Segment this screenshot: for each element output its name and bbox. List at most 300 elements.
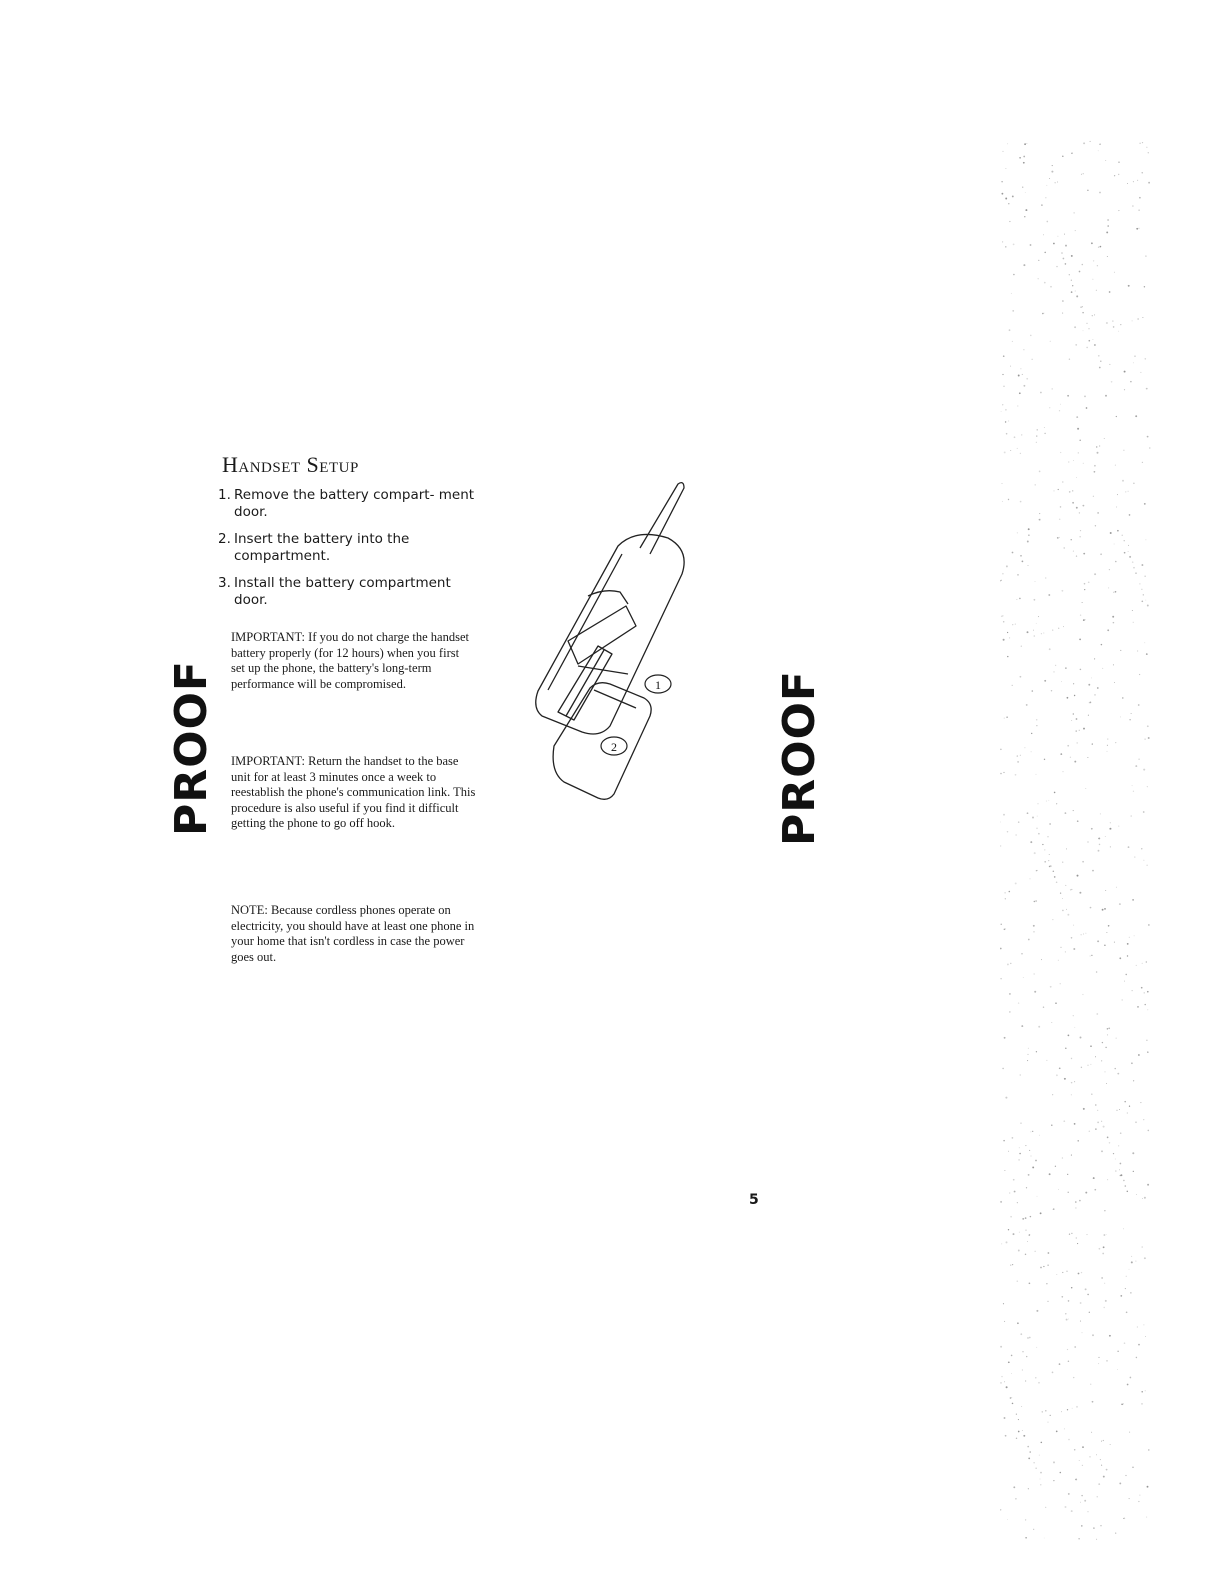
speckle-dot	[1005, 198, 1007, 200]
speckle-dot	[1144, 503, 1146, 505]
speckle-dot	[1094, 465, 1096, 467]
speckle-dot	[1043, 234, 1044, 235]
speckle-dot	[1028, 939, 1030, 941]
speckle-dot	[1141, 1246, 1143, 1248]
speckle-dot	[1145, 358, 1146, 359]
speckle-dot	[1010, 963, 1011, 964]
speckle-dot	[1011, 1373, 1012, 1374]
speckle-dot	[1022, 561, 1024, 563]
speckle-dot	[1130, 1377, 1132, 1379]
speckle-dot	[1071, 1233, 1072, 1234]
speckle-dot	[1132, 561, 1134, 563]
speckle-dot	[1133, 567, 1135, 569]
speckle-dot	[1094, 694, 1096, 696]
speckle-dot	[1092, 1401, 1094, 1403]
speckle-dot	[1145, 255, 1147, 257]
speckle-dot	[1069, 274, 1070, 275]
speckle-dot	[1023, 977, 1024, 978]
speckle-dot	[1002, 615, 1003, 616]
speckle-dot	[1090, 955, 1091, 956]
speckle-dot	[1109, 569, 1110, 570]
speckle-dot	[1024, 143, 1026, 145]
callout-1	[645, 675, 671, 693]
speckle-dot	[1143, 860, 1144, 861]
speckle-dot	[1098, 150, 1099, 151]
speckle-dot	[1071, 280, 1072, 281]
speckle-dot	[1036, 725, 1037, 726]
speckle-dot	[1137, 318, 1138, 319]
speckle-dot	[1012, 1403, 1014, 1405]
speckle-dot	[1071, 1094, 1072, 1095]
speckle-dot	[1006, 716, 1008, 718]
speckle-dot	[1099, 1248, 1101, 1250]
speckle-dot	[1023, 349, 1024, 350]
speckle-dot	[1070, 889, 1072, 891]
speckle-dot	[1059, 1363, 1061, 1365]
speckle-dot	[1002, 241, 1003, 242]
speckle-dot	[1093, 1527, 1095, 1529]
speckle-dot	[1064, 1078, 1066, 1080]
speckle-dot	[1034, 901, 1035, 902]
speckle-dot	[1075, 344, 1077, 346]
speckle-dot	[1078, 452, 1079, 453]
speckle-dot	[1102, 1253, 1104, 1255]
speckle-dot	[1134, 935, 1135, 936]
speckle-dot	[1007, 656, 1008, 657]
speckle-dot	[1049, 1173, 1051, 1175]
speckle-dot	[1115, 591, 1117, 593]
speckle-dot	[1107, 225, 1109, 227]
speckle-dot	[1020, 555, 1022, 557]
speckle-dot	[1126, 1276, 1127, 1277]
speckle-dot	[1123, 1518, 1124, 1519]
speckle-dot	[1143, 1119, 1144, 1120]
speckle-dot	[1119, 957, 1121, 959]
speckle-dot	[1051, 1022, 1052, 1023]
speckle-dot	[1124, 552, 1126, 554]
speckle-dot	[1114, 175, 1115, 176]
speckle-dot	[1102, 909, 1104, 911]
speckle-dot	[1106, 932, 1107, 933]
speckle-dot	[1012, 195, 1014, 197]
speckle-dot	[1118, 161, 1120, 163]
speckle-dot	[1062, 300, 1064, 302]
speckle-dot	[1135, 1121, 1137, 1123]
speckle-dot	[1026, 1356, 1027, 1357]
speckle-dot	[1084, 1500, 1086, 1502]
speckle-dot	[1112, 321, 1113, 322]
speckle-dot	[1017, 1202, 1018, 1203]
speckle-dot	[1010, 1216, 1012, 1218]
speckle-dot	[1049, 178, 1050, 179]
speckle-dot	[1086, 407, 1088, 409]
speckle-dot	[1024, 747, 1025, 748]
speckle-dot	[1036, 623, 1037, 624]
speckle-dot	[1088, 340, 1090, 342]
speckle-dot	[1017, 532, 1018, 533]
speckle-dot	[1147, 1486, 1149, 1488]
speckle-dot	[1120, 1175, 1121, 1176]
speckle-dot	[1106, 1234, 1107, 1235]
speckle-dot	[1060, 404, 1061, 405]
speckle-dot	[1089, 1312, 1090, 1313]
speckle-dot	[1035, 581, 1036, 582]
speckle-dot	[1011, 1397, 1012, 1398]
speckle-dot	[1009, 637, 1010, 638]
speckle-dot	[1129, 1432, 1130, 1433]
step-item	[218, 487, 478, 521]
step-text: Insert the battery into the compartment.	[234, 531, 410, 564]
speckle-dot	[1000, 1346, 1002, 1348]
speckle-dot	[1110, 532, 1112, 534]
speckle-dot	[1103, 1440, 1104, 1441]
speckle-dot	[1128, 846, 1130, 848]
speckle-dot	[1144, 1197, 1146, 1199]
battery-compartment-icon	[568, 606, 636, 664]
speckle-dot	[1085, 1192, 1087, 1194]
speckle-dot	[1055, 665, 1056, 666]
speckle-dot	[1065, 263, 1067, 265]
speckle-dot	[1046, 1283, 1047, 1284]
speckle-dot	[1041, 633, 1042, 634]
speckle-dot	[1022, 1430, 1023, 1431]
speckle-dot	[1074, 326, 1076, 328]
speckle-dot	[1021, 646, 1022, 647]
speckle-dot	[1060, 892, 1061, 893]
speckle-dot	[1142, 963, 1143, 964]
speckle-dot	[1043, 1266, 1044, 1267]
speckle-dot	[1098, 838, 1099, 839]
speckle-dot	[1105, 160, 1106, 161]
speckle-dot	[1058, 960, 1059, 961]
speckle-dot	[1012, 552, 1014, 554]
speckle-dot	[1030, 335, 1032, 337]
speckle-dot	[1077, 1243, 1078, 1244]
speckle-dot	[1137, 651, 1138, 652]
speckle-dot	[1076, 730, 1077, 731]
speckle-dot	[1017, 448, 1018, 449]
speckle-dot	[1106, 1083, 1107, 1084]
speckle-dot	[1077, 875, 1079, 877]
speckle-dot	[1060, 947, 1061, 948]
speckle-dot	[1079, 512, 1080, 513]
speckle-dot	[1073, 551, 1074, 552]
speckle-dot	[1136, 965, 1137, 966]
speckle-dot	[1059, 518, 1061, 520]
step-item	[218, 531, 478, 565]
speckle-dot	[1037, 816, 1038, 817]
speckle-dot	[1028, 534, 1030, 536]
speckle-dot	[1044, 282, 1046, 284]
speckle-dot	[1134, 355, 1135, 356]
speckle-dot	[1122, 697, 1123, 698]
speckle-dot	[1127, 183, 1128, 184]
speckle-dot	[1017, 405, 1018, 406]
speckle-dot	[1042, 1411, 1043, 1412]
speckle-dot	[1017, 761, 1019, 763]
speckle-dot	[1128, 285, 1130, 287]
speckle-dot	[1133, 1171, 1134, 1172]
speckle-dot	[1115, 1068, 1116, 1069]
speckle-dot	[1091, 242, 1093, 244]
speckle-dot	[1113, 622, 1115, 624]
speckle-dot	[1072, 285, 1073, 286]
speckle-dot	[1142, 317, 1143, 318]
speckle-dot	[1069, 491, 1071, 493]
speckle-dot	[1081, 174, 1082, 175]
speckle-dot	[1099, 446, 1100, 447]
speckle-dot	[1092, 339, 1093, 340]
speckle-dot	[1127, 955, 1128, 956]
speckle-dot	[1116, 507, 1117, 508]
speckle-dot	[1022, 187, 1023, 188]
speckle-dot	[1062, 898, 1063, 899]
speckle-dot	[1086, 347, 1087, 348]
speckle-dot	[1022, 374, 1023, 375]
speckle-dot	[1068, 1360, 1070, 1362]
speckle-dot	[1147, 1009, 1148, 1010]
speckle-dot	[1012, 310, 1014, 312]
speckle-dot	[1020, 1074, 1021, 1075]
speckle-dot	[1145, 1336, 1146, 1337]
speckle-dot	[1035, 900, 1037, 902]
speckle-dot	[1146, 1517, 1147, 1518]
speckle-dot	[1128, 551, 1129, 552]
speckle-dot	[1095, 525, 1096, 526]
speckle-dot	[1137, 1327, 1138, 1328]
speckle-dot	[1101, 1060, 1102, 1061]
speckle-dot	[1132, 1467, 1133, 1468]
speckle-dot	[1082, 505, 1084, 507]
speckle-dot	[1012, 1137, 1014, 1139]
speckle-dot	[1148, 182, 1150, 184]
speckle-dot	[1052, 630, 1053, 631]
speckle-dot	[1120, 1163, 1122, 1165]
speckle-dot	[1097, 265, 1098, 266]
speckle-dot	[1107, 629, 1109, 631]
speckle-dot	[1133, 791, 1134, 792]
speckle-dot	[1005, 898, 1006, 899]
speckle-dot	[1058, 1189, 1059, 1190]
speckle-dot	[1065, 951, 1066, 952]
speckle-dot	[1081, 1272, 1082, 1273]
speckle-dot	[1128, 491, 1129, 492]
speckle-dot	[1127, 943, 1129, 945]
speckle-dot	[1111, 381, 1113, 383]
speckle-dot	[1139, 228, 1140, 229]
speckle-dot	[1101, 644, 1102, 645]
speckle-dot	[1124, 1342, 1126, 1344]
speckle-dot	[1004, 1381, 1005, 1382]
speckle-dot	[1028, 1488, 1029, 1489]
speckle-dot	[1090, 1045, 1092, 1047]
speckle-dot	[1004, 928, 1006, 930]
speckle-dot	[1013, 1233, 1015, 1235]
speckle-dot	[1067, 745, 1069, 747]
speckle-dot	[1088, 842, 1089, 843]
speckle-dot	[1107, 745, 1108, 746]
speckle-dot	[1080, 536, 1081, 537]
note-lead: NOTE:	[231, 903, 268, 917]
speckle-dot	[1032, 817, 1034, 819]
speckle-dot	[1104, 1071, 1105, 1072]
important-note-charging	[231, 630, 476, 692]
speckle-dot	[1140, 372, 1141, 373]
speckle-dot	[1120, 716, 1121, 717]
speckle-dot	[1001, 1243, 1002, 1244]
speckle-dot	[1099, 192, 1101, 194]
speckle-dot	[1092, 279, 1093, 280]
speckle-dot	[1042, 313, 1044, 315]
speckle-dot	[1118, 331, 1119, 332]
speckle-dot	[1020, 755, 1021, 756]
speckle-dot	[1091, 677, 1092, 678]
compartment-door-icon	[553, 683, 651, 800]
speckle-dot	[1094, 344, 1096, 346]
speckle-dot	[1124, 540, 1125, 541]
speckle-dot	[1040, 1484, 1041, 1485]
speckle-dot	[1114, 942, 1115, 943]
speckle-dot	[1107, 1137, 1109, 1139]
speckle-dot	[1051, 171, 1053, 173]
speckle-dot	[1107, 219, 1109, 221]
speckle-dot	[1149, 447, 1150, 448]
speckle-dot	[1126, 974, 1127, 975]
speckle-dot	[1120, 650, 1121, 651]
speckle-dot	[1094, 658, 1095, 659]
speckle-dot	[1096, 971, 1098, 973]
speckle-dot	[1088, 328, 1089, 329]
speckle-dot	[1118, 1145, 1119, 1146]
speckle-dot	[1012, 341, 1013, 342]
speckle-dot	[1017, 755, 1018, 756]
speckle-dot	[1087, 190, 1088, 191]
speckle-dot	[1042, 844, 1043, 845]
svg-text:1: 1	[655, 678, 661, 692]
speckle-dot	[1025, 209, 1027, 211]
speckle-dot	[1115, 1533, 1116, 1534]
speckle-dot	[1125, 1475, 1126, 1476]
important-note-return-handset	[231, 754, 476, 832]
speckle-dot	[1033, 1462, 1034, 1463]
speckle-dot	[1061, 1296, 1063, 1298]
speckle-dot	[1090, 1384, 1091, 1385]
speckle-dot	[1023, 1435, 1025, 1437]
speckle-dot	[1003, 772, 1004, 773]
speckle-dot	[1145, 600, 1146, 601]
speckle-dot	[1062, 313, 1063, 314]
speckle-dot	[1057, 181, 1058, 182]
speckle-dot	[1025, 1230, 1026, 1231]
speckle-dot	[1087, 1234, 1088, 1235]
speckle-dot	[1001, 193, 1003, 195]
speckle-dot	[1124, 1185, 1126, 1187]
speckle-dot	[1044, 1538, 1045, 1539]
speckle-dot	[1073, 1377, 1074, 1378]
speckle-dot	[1004, 718, 1005, 719]
speckle-dot	[1124, 371, 1126, 373]
speckle-dot	[1061, 681, 1062, 682]
speckle-dot	[1131, 1256, 1132, 1257]
speckle-dot	[1104, 944, 1106, 946]
speckle-dot	[1093, 496, 1094, 497]
speckle-dot	[1020, 453, 1021, 454]
speckle-dot	[1104, 438, 1105, 439]
speckle-dot	[1074, 761, 1076, 763]
speckle-dot	[1065, 667, 1066, 668]
speckle-dot	[1145, 1390, 1146, 1391]
speckle-dot	[1001, 580, 1002, 581]
scan-noise-texture	[1000, 140, 1160, 1540]
speckle-dot	[1131, 713, 1132, 714]
speckle-dot	[1030, 1131, 1031, 1132]
speckle-dot	[1031, 751, 1032, 752]
speckle-dot	[1065, 1048, 1067, 1050]
speckle-dot	[1058, 489, 1059, 490]
speckle-dot	[1106, 1360, 1107, 1361]
speckle-dot	[1123, 450, 1124, 451]
speckle-dot	[1015, 882, 1017, 884]
speckle-dot	[1122, 480, 1124, 482]
speckle-dot	[1053, 243, 1055, 245]
speckle-dot	[1096, 1539, 1097, 1540]
speckle-dot	[1104, 1283, 1105, 1284]
speckle-dot	[1005, 1435, 1007, 1437]
speckle-dot	[1087, 1065, 1088, 1066]
speckle-dot	[1035, 1251, 1036, 1252]
speckle-dot	[1080, 1302, 1082, 1304]
speckle-dot	[1025, 1254, 1026, 1255]
speckle-dot	[1141, 1391, 1143, 1393]
speckle-dot	[1080, 669, 1082, 671]
speckle-dot	[1129, 1269, 1130, 1270]
speckle-dot	[1121, 1403, 1123, 1405]
speckle-dot	[1076, 507, 1078, 509]
speckle-dot	[1120, 324, 1121, 325]
speckle-dot	[1046, 1060, 1047, 1061]
speckle-dot	[1048, 1252, 1050, 1254]
speckle-dot	[1142, 462, 1143, 463]
speckle-dot	[1049, 854, 1050, 855]
speckle-dot	[1110, 828, 1112, 830]
speckle-dot	[1147, 436, 1149, 438]
speckle-dot	[1056, 1431, 1058, 1433]
speckle-dot	[1066, 1319, 1068, 1321]
speckle-dot	[1027, 1241, 1028, 1242]
speckle-dot	[1117, 1073, 1119, 1075]
speckle-dot	[1114, 272, 1115, 273]
speckle-dot	[1064, 1428, 1065, 1429]
speckle-dot	[1026, 1187, 1027, 1188]
speckle-dot	[1113, 592, 1114, 593]
step-text: Remove the battery compart- ment door.	[234, 487, 475, 520]
speckle-dot	[1027, 1337, 1028, 1338]
speckle-dot	[1016, 1438, 1017, 1439]
speckle-dot	[1088, 581, 1090, 583]
speckle-dot	[1139, 583, 1140, 584]
speckle-dot	[1100, 360, 1101, 361]
speckle-dot	[1147, 1130, 1149, 1132]
speckle-dot	[1079, 639, 1081, 641]
speckle-dot	[1049, 648, 1051, 650]
speckle-dot	[1068, 1192, 1069, 1193]
speckle-dot	[1062, 862, 1063, 863]
speckle-dot	[1072, 502, 1074, 504]
note-text: Return the handset to the base unit for at least 3 minutes once a week to reestablish the phone's communication link. This procedure is also useful if you find it difficult getting the phone to go off hook.	[231, 754, 476, 830]
speckle-dot	[1027, 812, 1029, 814]
speckle-dot	[1119, 210, 1120, 211]
speckle-dot	[1038, 278, 1039, 279]
